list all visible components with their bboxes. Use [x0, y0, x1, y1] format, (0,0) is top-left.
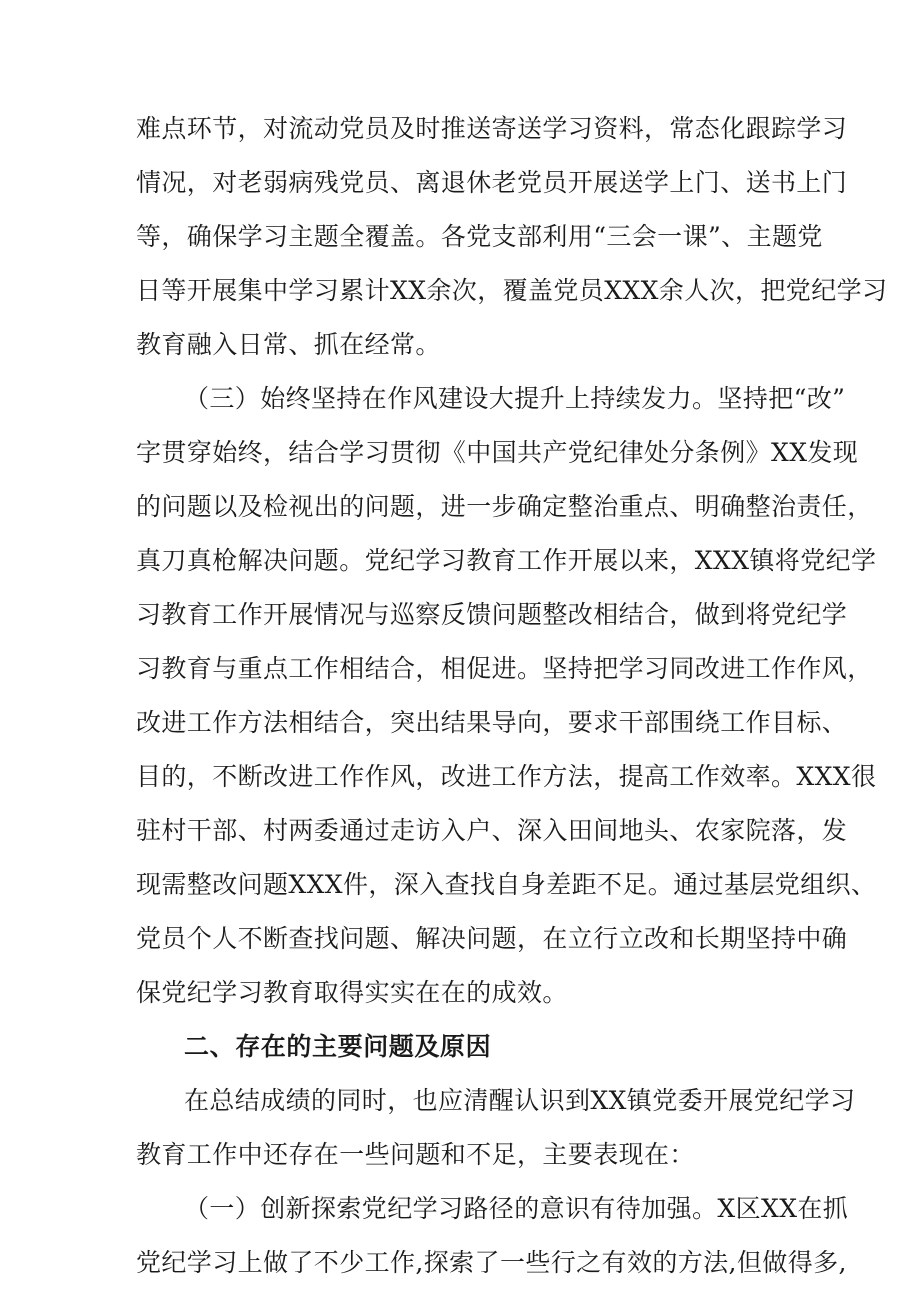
text-line: 等，确保学习主题全覆盖。各党支部利用“三会一课”、主题党 — [136, 222, 823, 251]
section-heading: 二、存在的主要问题及原因 — [184, 1032, 492, 1061]
text-line: 在总结成绩的同时，也应清醒认识到XX镇党委开展党纪学习 — [184, 1086, 856, 1115]
text-line: 习教育与重点工作相结合，相促进。坚持把学习同改进工作作风， — [136, 654, 873, 683]
text-line: 日等开展集中学习累计XX余次，覆盖党员XXX余人次，把党纪学习 — [136, 276, 888, 305]
text-line: 的问题以及检视出的问题，进一步确定整治重点、明确整治责任， — [136, 492, 873, 521]
text-line: 目的，不断改进工作作风，改进工作方法，提高工作效率。XXX很 — [136, 762, 877, 791]
text-line: 习教育工作开展情况与巡察反馈问题整改相结合，做到将党纪学 — [136, 600, 848, 629]
text-line: 驻村干部、村两委通过走访入户、深入田间地头、农家院落，发 — [136, 816, 848, 845]
text-line: 字贯穿始终，结合学习贯彻《中国共产党纪律处分条例》XX发现 — [136, 438, 859, 467]
text-line: 现需整改问题XXX件，深入查找自身差距不足。通过基层党组织、 — [136, 870, 877, 899]
text-line: 真刀真枪解决问题。党纪学习教育工作开展以来，XXX镇将党纪学 — [136, 546, 877, 575]
text-line: （一）创新探索党纪学习路径的意识有待加强。X区XX在抓 — [184, 1194, 849, 1223]
text-line: （三）始终坚持在作风建设大提升上持续发力。坚持把“改” — [184, 384, 846, 413]
text-line: 党员个人不断查找问题、解决问题，在立行立改和长期坚持中确 — [136, 924, 848, 953]
text-line: 保党纪学习教育取得实实在在的成效。 — [136, 978, 568, 1007]
text-line: 改进工作方法相结合，突出结果导向，要求干部围绕工作目标、 — [136, 708, 848, 737]
text-line: 教育融入日常、抓在经常。 — [136, 330, 441, 359]
text-line: 情况，对老弱病残党员、离退休老党员开展送学上门、送书上门 — [136, 168, 848, 197]
text-line: 党纪学习上做了不少工作,探索了一些行之有效的方法,但做得多, — [136, 1248, 847, 1277]
text-line: 难点环节，对流动党员及时推送寄送学习资料，常态化跟踪学习 — [136, 114, 848, 143]
text-line: 教育工作中还存在一些问题和不足，主要表现在： — [136, 1140, 695, 1169]
